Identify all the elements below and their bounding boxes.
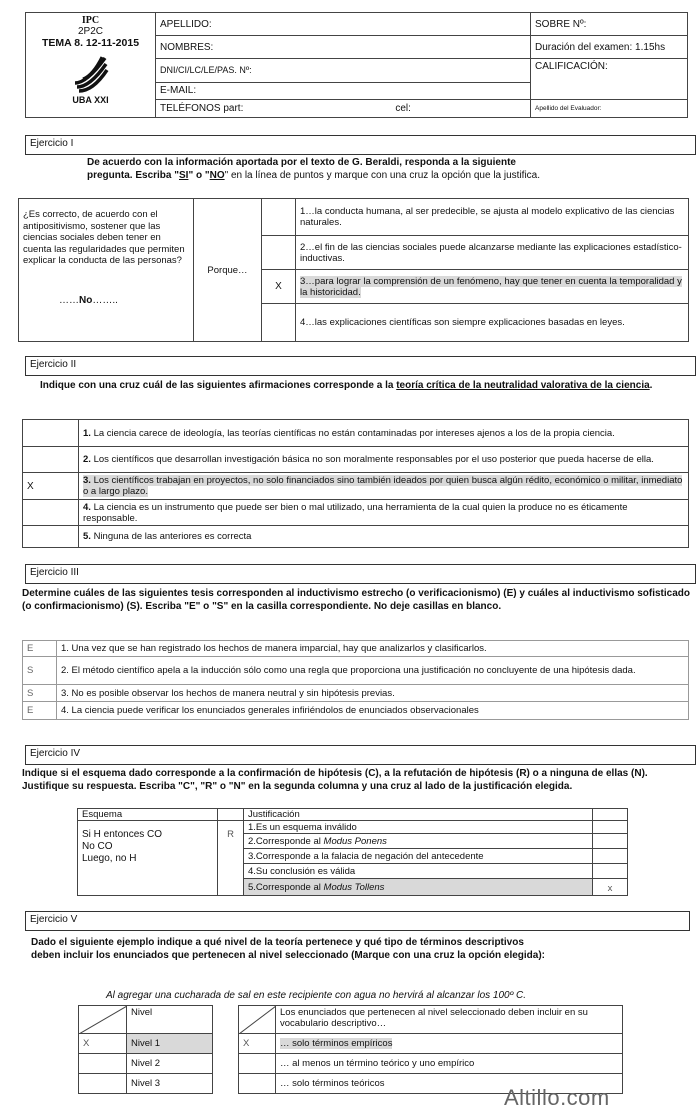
- ej3-row-4: 4. La ciencia puede verificar los enunciados generales infiriéndolos de enunciados observacionales: [57, 702, 689, 720]
- calificacion-field[interactable]: CALIFICACIÓN:: [531, 59, 688, 100]
- ej1-option-2: 2…el fin de las ciencias sociales puede alcanzarse mediante las explicaciones estadístico-inductivas.: [296, 236, 689, 270]
- tema-label: TEMA 8. 12-11-2015: [41, 37, 140, 49]
- ej5-corner-2: [239, 1006, 276, 1034]
- ej5-corner-1: [79, 1006, 127, 1034]
- ej1-mark-1[interactable]: [262, 199, 296, 236]
- ej5-term-3: … solo términos teóricos: [276, 1074, 623, 1094]
- ej2-row-2: 2. Los científicos que desarrollan investigación básica no son moralmente responsables por el uso posterior que pueda hacerse de ella.: [79, 447, 689, 473]
- ej4-mark-5[interactable]: x: [593, 879, 628, 896]
- ej2-mark-4[interactable]: [23, 500, 79, 526]
- watermark: Altillo.com: [504, 1085, 610, 1110]
- ej5-mark-term-1[interactable]: X: [239, 1034, 276, 1054]
- ej1-question-cell: [19, 199, 194, 342]
- ej1-porque: Porque…: [194, 199, 262, 342]
- ej1-mark-2[interactable]: [262, 236, 296, 270]
- ej4-instructions: Indique si el esquema dado corresponde a la confirmación de hipótesis (C), a la refutación de hipótesis (R) o a ninguna de ellas (N). Justifique su respuesta. Escriba "C", "R" o "N" en la segunda columna y una cruz al lado de la justificación elegida.: [22, 768, 648, 792]
- ej3-mark-4[interactable]: E: [23, 702, 57, 720]
- ipc-label: IPC: [81, 15, 100, 26]
- uba-label: UBA XXI: [72, 95, 109, 105]
- ej2-mark-2[interactable]: [23, 447, 79, 473]
- ej3-row-3: 3. No es posible observar los hechos de manera neutral y sin hipótesis previas.: [57, 685, 689, 702]
- ej4-mark-4[interactable]: [593, 864, 628, 879]
- ej5-term-head: Los enunciados que pertenecen al nivel seleccionado deben incluir en su vocabulario descriptivo…: [276, 1006, 623, 1034]
- sobre-field[interactable]: SOBRE Nº:: [531, 13, 688, 36]
- apellido-field[interactable]: APELLIDO:: [156, 13, 531, 36]
- ej5-nivel-2: Nivel 2: [127, 1054, 213, 1074]
- ej4-just-4: 4.Su conclusión es válida: [244, 864, 593, 879]
- ej1-option-3: 3…para lograr la comprensión de un fenómeno, hay que tener en cuenta la temporalidad y la historicidad.: [296, 270, 689, 304]
- ej5-example: Al agregar una cucharada de sal en este recipiente con agua no hervirá al alcanzar los 100º C.: [106, 990, 527, 1001]
- ej5-table: [78, 1005, 623, 1094]
- ej3-instructions: Determine cuáles de las siguientes tesis corresponden al inductivismo estrecho (o verificacionismo) (E) y cuáles al inductivismo sofisticado (o confirmacionismo) (S). Escriba "E" o "S" en la casilla correspondiente. No deje casillas en blanco.: [22, 588, 690, 612]
- ej1-question: ¿Es correcto, de acuerdo con el antipositivismo, sostener que las ciencias sociales deben tener en cuenta las regularidades que permiten explicar la conducta de las personas?: [23, 209, 185, 266]
- ej3-title: Ejercicio III: [25, 564, 696, 584]
- ej1-answer[interactable]: ……No……..: [59, 294, 118, 306]
- ej4-answer[interactable]: R: [218, 821, 244, 896]
- ej2-mark-1[interactable]: [23, 420, 79, 447]
- evaluador-field[interactable]: Apellido del Evaluador:: [531, 100, 688, 118]
- ej4-table: [77, 808, 628, 896]
- ej5-mark-term-3[interactable]: [239, 1074, 276, 1094]
- telefonos-field[interactable]: [156, 100, 531, 118]
- ej5-term-2: … al menos un término teórico y uno empírico: [276, 1054, 623, 1074]
- ej1-instr-line2: pregunta. Escriba "SI" o "NO" en la línea de puntos y marque con una cruz la opción que la justifica.: [87, 170, 541, 181]
- ej4-mark-3[interactable]: [593, 849, 628, 864]
- ej5-gap: [213, 1006, 239, 1094]
- ej4-mark-2[interactable]: [593, 834, 628, 849]
- dni-field[interactable]: DNI/CI/LC/LE/PAS. Nº:: [156, 59, 531, 82]
- ej3-table: [22, 640, 689, 720]
- ej4-esquema: Si H entonces CO No CO Luego, no H: [78, 821, 218, 896]
- ej4-just-2: 2.Corresponde al Modus Ponens: [244, 834, 593, 849]
- ej5-instructions: Dado el siguiente ejemplo indique a qué nivel de la teoría pertenece y qué tipo de términos descriptivos deben incluir los enunciados que pertenecen al nivel seleccionado (Marque con una cruz la opción elegida):: [31, 937, 546, 961]
- diagonal-line-icon: [79, 1006, 127, 1034]
- ej1-title: Ejercicio I: [25, 135, 696, 155]
- ej1-option-1: 1…la conducta humana, al ser predecible, se ajusta al modelo explicativo de las ciencias naturales.: [296, 199, 689, 236]
- ej4-title: Ejercicio IV: [25, 745, 696, 765]
- ej1-instructions: [87, 156, 687, 182]
- ej3-row-2: 2. El método científico apela a la inducción sólo como una regla que proporciona una justificación no concluyente de una hipótesis dada.: [57, 657, 689, 685]
- ej4-col-just: Justificación: [244, 809, 593, 821]
- ej5-nivel-head: Nivel: [127, 1006, 213, 1034]
- ej4-just-3: 3.Corresponde a la falacia de negación del antecedente: [244, 849, 593, 864]
- diagonal-line-icon: [239, 1006, 276, 1034]
- ej1-option-4: 4…las explicaciones científicas son siempre explicaciones basadas en leyes.: [296, 304, 689, 342]
- ej4-col-mark: [593, 809, 628, 821]
- ej2-instructions: Indique con una cruz cuál de las siguientes afirmaciones corresponde a la teoría crítica de la neutralidad valorativa de la ciencia.: [40, 380, 653, 391]
- nombres-field[interactable]: NOMBRES:: [156, 36, 531, 59]
- ej2-mark-5[interactable]: [23, 526, 79, 548]
- ej4-col-esquema: Esquema: [78, 809, 218, 821]
- ej3-row-1: 1. Una vez que se han registrado los hechos de manera imparcial, hay que analizarlos y clasificarlos.: [57, 641, 689, 657]
- ej2-table: [22, 419, 689, 548]
- ej1-table: [18, 198, 689, 342]
- email-field[interactable]: E-MAIL:: [156, 82, 531, 100]
- ej2-mark-3[interactable]: X: [23, 473, 79, 500]
- duracion-label: Duración del examen: 1.15hs: [531, 36, 688, 59]
- ej5-mark-nivel-2[interactable]: [79, 1054, 127, 1074]
- ej3-mark-1[interactable]: E: [23, 641, 57, 657]
- ej3-mark-3[interactable]: S: [23, 685, 57, 702]
- ej1-instr-line1: De acuerdo con la información aportada por el texto de G. Beraldi, responda a la siguiente: [87, 157, 516, 168]
- ej5-nivel-1: Nivel 1: [127, 1034, 213, 1054]
- telefonos-label: TELÉFONOS part:: [160, 103, 244, 115]
- ej2-row-1: 1. La ciencia carece de ideología, las teorías científicas no están contaminadas por intereses ajenos a los de la propia ciencia.: [79, 420, 689, 447]
- ej4-mark-1[interactable]: [593, 821, 628, 834]
- ej5-nivel-3: Nivel 3: [127, 1074, 213, 1094]
- ej1-mark-3[interactable]: X: [262, 270, 296, 304]
- ej2-title: Ejercicio II: [25, 356, 696, 376]
- ej1-mark-4[interactable]: [262, 304, 296, 342]
- code-label: 2P2C: [77, 26, 103, 37]
- ej5-title: Ejercicio V: [25, 911, 690, 931]
- ej2-row-4: 4. La ciencia es un instrumento que puede ser bien o mal utilizado, una herramienta de la cual quien la produce no es éticamente responsable.: [79, 500, 689, 526]
- ej5-mark-nivel-1[interactable]: X: [79, 1034, 127, 1054]
- header-table: [25, 12, 688, 118]
- ej5-mark-term-2[interactable]: [239, 1054, 276, 1074]
- ej3-mark-2[interactable]: S: [23, 657, 57, 685]
- uba-logo-icon: [71, 53, 111, 93]
- ej4-col-answer: [218, 809, 244, 821]
- ej5-mark-nivel-3[interactable]: [79, 1074, 127, 1094]
- ej2-row-3: 3. Los científicos trabajan en proyectos, no solo financiados sino también ideados por quien busca algún rédito, económico o militar, inmediato o a largo plazo.: [79, 473, 689, 500]
- ej5-term-1: … solo términos empíricos: [276, 1034, 623, 1054]
- cel-label: cel:: [395, 103, 411, 115]
- no-text: NO: [209, 170, 225, 181]
- ej2-row-5: 5. Ninguna de las anteriores es correcta: [79, 526, 689, 548]
- logo-cell: [26, 13, 156, 118]
- ej4-just-1: 1.Es un esquema inválido: [244, 821, 593, 834]
- ej4-just-5: 5.Corresponde al Modus Tollens: [244, 879, 593, 896]
- si-text: SI: [179, 170, 189, 181]
